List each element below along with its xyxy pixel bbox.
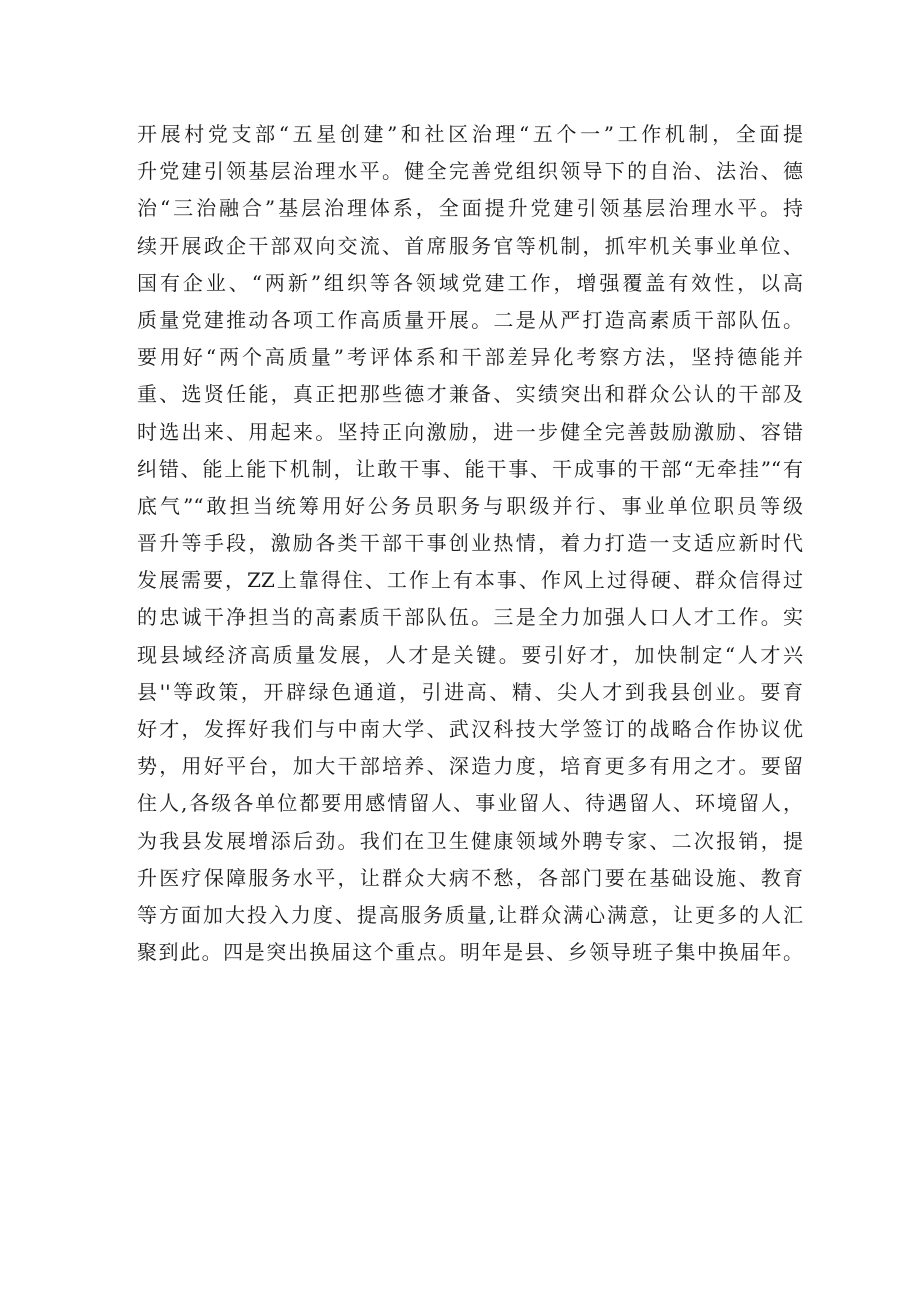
text-line: 住人,各级各单位都要用感情留人、事业留人、待遇留人、环境留人， bbox=[137, 791, 803, 816]
text-line: 国有企业、“两新”组织等各领域党建工作，增强覆盖有效性，以高 bbox=[137, 270, 803, 295]
text-line: 现县域经济高质量发展，人才是关键。要引好才，加快制定“人才兴 bbox=[137, 642, 803, 667]
text-line: 升党建引领基层治理水平。健全完善党组织领导下的自治、法治、德 bbox=[137, 159, 803, 184]
text-line: 重、选贤任能，真正把那些德才兼备、实绩突出和群众公认的干部及 bbox=[137, 382, 803, 407]
text-line: 等方面加大投入力度、提高服务质量,让群众满心满意，让更多的人汇 bbox=[137, 902, 803, 927]
text-line: 升医疗保障服务水平，让群众大病不愁，各部门要在基础设施、教育 bbox=[137, 865, 803, 890]
text-line: 质量党建推动各项工作高质量开展。二是从严打造高素质干部队伍。 bbox=[137, 307, 803, 332]
text-line: 续开展政企干部双向交流、首席服务官等机制，抓牢机关事业单位、 bbox=[137, 233, 803, 258]
text-line: 的忠诚干净担当的高素质干部队伍。三是全力加强人口人才工作。实 bbox=[137, 605, 803, 630]
text-line: 聚到此。四是突出换届这个重点。明年是县、乡领导班子集中换届年。 bbox=[137, 940, 803, 965]
text-line: 底气”“敢担当统筹用好公务员职务与职级并行、事业单位职员等级 bbox=[137, 493, 803, 518]
text-line: 时选出来、用起来。坚持正向激励，进一步健全完善鼓励激励、容错 bbox=[137, 419, 803, 444]
body-paragraph bbox=[137, 116, 803, 971]
text-line: 纠错、能上能下机制，让敢干事、能干事、干成事的干部“无牵挂”“有 bbox=[137, 456, 803, 481]
text-line: 晋升等手段，激励各类干部干事创业热情，着力打造一支适应新时代 bbox=[137, 531, 803, 556]
text-line: 县''等政策，开辟绿色通道，引进高、精、尖人才到我县创业。要育 bbox=[137, 679, 803, 704]
text-line: 势，用好平台，加大干部培养、深造力度，培育更多有用之才。要留 bbox=[137, 754, 803, 779]
text-line: 发展需要，ZZ上靠得住、工作上有本事、作风上过得硬、群众信得过 bbox=[137, 568, 803, 593]
text-line: 好才，发挥好我们与中南大学、武汉科技大学签订的战略合作协议优 bbox=[137, 717, 803, 741]
text-line: 开展村党支部“五星创建”和社区治理“五个一”工作机制，全面提 bbox=[137, 122, 803, 146]
text-line: 治“三治融合”基层治理体系，全面提升党建引领基层治理水平。持 bbox=[137, 196, 803, 221]
text-line: 为我县发展增添后劲。我们在卫生健康领域外聘专家、二次报销，提 bbox=[137, 828, 803, 853]
text-line: 要用好“两个高质量”考评体系和干部差异化考察方法，坚持德能并 bbox=[137, 345, 803, 370]
